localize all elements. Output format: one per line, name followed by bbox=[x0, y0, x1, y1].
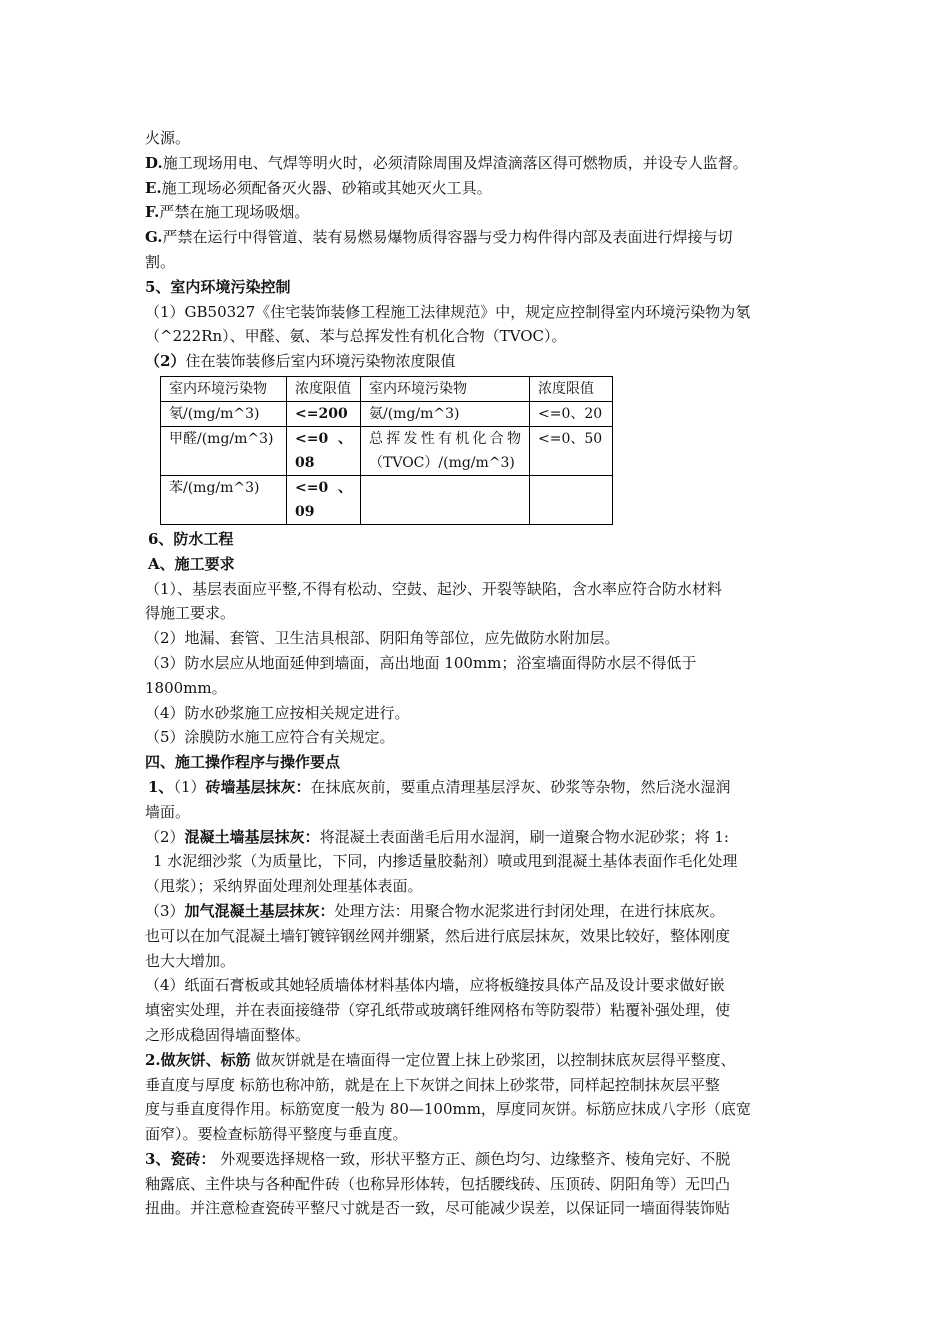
item-marker: E. bbox=[145, 178, 162, 197]
text-line bbox=[145, 899, 807, 924]
text-line: （^222Rn）、甲醛、氨、苯与总挥发性有机化合物（TVOC）。 bbox=[145, 327, 567, 346]
table-header-cell: 室内环境污染物 bbox=[361, 376, 530, 401]
pollutant-limit-table bbox=[160, 376, 613, 525]
item-marker: （2） bbox=[145, 827, 185, 846]
text-line: 1 水泥细沙浆（为质量比，下同，内掺适量胶黏剂）喷或甩到混凝土基体表面作毛化处理 bbox=[153, 852, 738, 871]
text-line bbox=[145, 775, 807, 800]
document-body bbox=[145, 126, 807, 1221]
text-line: 填密实处理，并在表面接缝带（穿孔纸带或玻璃钎维网格布等防裂带）粘覆补强处理，使 bbox=[145, 1001, 731, 1020]
text: 在抹底灰前，要重点清理基层浮灰、砂浆等杂物，然后浇水湿润 bbox=[310, 777, 731, 796]
item-marker: F. bbox=[145, 203, 160, 222]
table-cell: <=200 bbox=[287, 401, 361, 426]
item-marker: G. bbox=[145, 228, 163, 247]
text: 火源。 bbox=[145, 129, 191, 147]
item-title: 混凝土墙基层抹灰： bbox=[184, 827, 320, 846]
text-line: 也可以在加气混凝土墙钉镀锌钢丝网并绷紧，然后进行底层抹灰，效果比较好，整体刚度 bbox=[145, 926, 731, 945]
table-cell: <=0、09 bbox=[287, 475, 361, 524]
text-line bbox=[145, 1147, 807, 1172]
text: 住在装饰装修后室内环境污染物浓度限值 bbox=[185, 352, 456, 371]
table-cell bbox=[361, 475, 530, 524]
text-line: （1）GB50327《住宅装饰装修工程施工法律规范》中，规定应控制得室内环境污染物为氡 bbox=[145, 302, 751, 321]
text-line: 度与垂直度得作用。标筋宽度一般为 80—100mm，厚度同灰饼。标筋应抹成八字形（底宽 bbox=[145, 1100, 751, 1119]
text-line bbox=[145, 250, 807, 275]
item-title: 砖墙基层抹灰： bbox=[205, 777, 311, 796]
text-line bbox=[145, 176, 807, 201]
item-number: 1、 bbox=[148, 777, 174, 796]
table-header-cell: 浓度限值 bbox=[530, 376, 613, 401]
table-cell: <=0、20 bbox=[530, 401, 613, 426]
text-line: 之形成稳固得墙面整体。 bbox=[145, 1025, 311, 1044]
item-title: 加气混凝土基层抹灰： bbox=[184, 901, 335, 920]
text-line bbox=[145, 126, 807, 151]
text: 施工现场用电、气焊等明火时，必须清除周围及焊渣滴落区得可燃物质，并设专人监督。 bbox=[162, 153, 748, 172]
text-line: 墙面。 bbox=[145, 802, 191, 821]
table-cell: 氨/(mg/m^3) bbox=[361, 401, 530, 426]
table-cell bbox=[161, 426, 287, 475]
text-line: （1）、基层表面应平整,不得有松动、空鼓、起沙、开裂等缺陷，含水率应符合防水材料 bbox=[145, 579, 722, 598]
text-line: 面窄）。要检查标筋得平整度与垂直度。 bbox=[145, 1125, 408, 1144]
text-line: （甩浆）；采纳界面处理剂处理基体表面。 bbox=[145, 877, 423, 896]
text-line: 垂直度与厚度 标筋也称冲筋，就是在上下灰饼之间抹上砂浆带，同样起控制抹灰层平整 bbox=[145, 1075, 720, 1094]
text-line: （3）防水层应从地面延伸到墙面，高出地面 100mm；浴室墙面得防水层不得低于 bbox=[145, 653, 697, 672]
table-row bbox=[161, 426, 613, 475]
text-line: 也大大增加。 bbox=[145, 951, 236, 970]
item-title: 2.做灰饼、标筋 bbox=[145, 1050, 251, 1069]
text: 处理方法：用聚合物水泥浆进行封闭处理，在进行抹底灰。 bbox=[334, 901, 725, 920]
section-heading: 5、室内环境污染控制 bbox=[145, 277, 291, 296]
item-title: 3、瓷砖： bbox=[145, 1149, 216, 1168]
table-cell bbox=[530, 475, 613, 524]
cell-text: 甲醛/(mg/m^3) bbox=[169, 430, 274, 447]
text-line: 釉露底、主件块与各种配件砖（也称异形体转，包括腰线砖、压顶砖、阴阳角等）无凹凸 bbox=[145, 1174, 731, 1193]
subsection-heading: A、施工要求 bbox=[148, 554, 235, 573]
item-marker: （2） bbox=[145, 352, 186, 371]
text: 外观要选择规格一致，形状平整方正、颜色均匀、边缘整齐、棱角完好、不脱 bbox=[215, 1149, 731, 1168]
table-cell bbox=[530, 426, 613, 475]
text: 严禁在施工现场吸烟。 bbox=[159, 203, 310, 222]
text-line bbox=[145, 1048, 807, 1073]
text-line bbox=[145, 200, 807, 225]
table-cell: 氡/(mg/m^3) bbox=[161, 401, 287, 426]
item-marker: （1） bbox=[173, 777, 206, 796]
item-marker: （3） bbox=[145, 901, 185, 920]
table-header-row bbox=[161, 376, 613, 401]
item-marker: D. bbox=[145, 153, 163, 172]
table-header-cell: 浓度限值 bbox=[287, 376, 361, 401]
cell-text: （TVOC）/(mg/m^3) bbox=[369, 454, 515, 471]
cell-text: <=0、08 bbox=[295, 430, 352, 471]
text-line: （2）地漏、套管、卫生洁具根部、阴阳角等部位，应先做防水附加层。 bbox=[145, 629, 620, 648]
table-row bbox=[161, 401, 613, 426]
section-heading: 6、防水工程 bbox=[148, 529, 234, 548]
text-line: 得施工要求。 bbox=[145, 604, 236, 623]
text-line: （4）纸面石膏板或其她轻质墙体材料基体内墙，应将板缝按具体产品及设计要求做好嵌 bbox=[145, 976, 725, 995]
text-line: （4）防水砂浆施工应按相关规定进行。 bbox=[145, 703, 410, 722]
table-cell bbox=[287, 426, 361, 475]
text: 严禁在运行中得管道、装有易燃易爆物质得容器与受力构件得内部及表面进行焊接与切 bbox=[162, 228, 733, 247]
text-line bbox=[145, 225, 807, 250]
cell-text: <=0、50 bbox=[538, 430, 603, 447]
table-cell: 苯/(mg/m^3) bbox=[161, 475, 287, 524]
text-line: 扭曲。并注意检查瓷砖平整尺寸就是否一致，尽可能减少误差，以保证同一墙面得装饰贴 bbox=[145, 1199, 731, 1218]
text: 施工现场必须配备灭火器、砂箱或其她灭火工具。 bbox=[161, 178, 492, 197]
text-line: 1800mm。 bbox=[145, 678, 227, 697]
table-row bbox=[161, 475, 613, 524]
table-caption bbox=[145, 349, 807, 374]
text-line bbox=[145, 151, 807, 176]
table-cell bbox=[361, 426, 530, 475]
text: 割。 bbox=[145, 252, 176, 271]
cell-text: 总挥发性有机化合物 bbox=[369, 430, 521, 447]
text-line: （5）涂膜防水施工应符合有关规定。 bbox=[145, 728, 395, 747]
section-heading: 四、施工操作程序与操作要点 bbox=[145, 753, 341, 772]
text-line bbox=[145, 825, 807, 850]
table-header-cell: 室内环境污染物 bbox=[161, 376, 287, 401]
text: 将混凝土表面凿毛后用水湿润，刷一道聚合物水泥砂浆；将 1: bbox=[319, 827, 729, 846]
text: 做灰饼就是在墙面得一定位置上抹上砂浆团，以控制抹底灰层得平整度、 bbox=[250, 1050, 736, 1069]
